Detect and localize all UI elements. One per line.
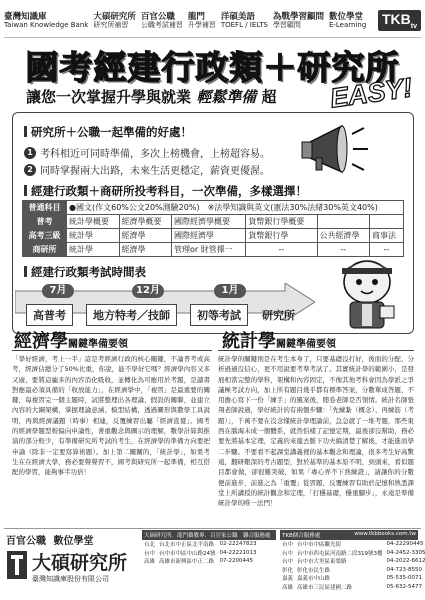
table-cell: [370, 215, 404, 229]
benefit-item: [24, 145, 270, 160]
table-cell: 嘉義: [282, 576, 294, 583]
easy-wordmark: EASY!: [328, 72, 415, 114]
table-cell: 商研所: [23, 243, 67, 257]
table-cell: 彰化: [282, 567, 294, 574]
table-cell: 嘉義市中山路: [297, 576, 331, 583]
number-badge: 2: [24, 164, 36, 176]
table-cell: 台中: [144, 550, 156, 557]
table-cell: 貨幣銀行學: [246, 229, 317, 243]
table-cell: 統計學: [67, 229, 120, 243]
table-cell: 統計學: [67, 243, 120, 257]
footer-left-table: [142, 540, 259, 566]
table-cell: 高考三級: [23, 229, 67, 243]
table-cell: 經濟學: [119, 243, 172, 257]
table-cell: 經濟學: [119, 229, 172, 243]
logo-weizhan: 為戰學習顧問 學習顧問: [272, 11, 324, 29]
table-cell: 台中市中區中山路24號: [159, 550, 216, 557]
table-cell: 普通科目: [23, 201, 67, 215]
exam-box: 地方特考／技師: [86, 304, 177, 326]
brand-dashuo: 大碩研究所: [32, 552, 128, 574]
logo-dashuo: 大碩研究所 研究所補習: [93, 11, 136, 29]
divider: [218, 350, 414, 351]
table-cell: 統計學概要: [67, 215, 120, 229]
table-cell: 國際經濟學: [172, 229, 246, 243]
logo-baiguan: 百官公職 公職考試補習: [140, 11, 183, 29]
table-cell: 彰化市民生路: [297, 567, 331, 574]
table-row: [280, 566, 425, 575]
divider: [12, 350, 212, 351]
table-cell: 普考: [23, 215, 67, 229]
table-row: [142, 540, 259, 549]
month-badge: 7月: [42, 284, 74, 298]
table-cell: [317, 215, 370, 229]
table-row: [142, 557, 259, 566]
table-row: [142, 549, 259, 558]
logo-strip: [4, 4, 421, 38]
table-cell: 國際經濟學概要: [172, 215, 246, 229]
table-row: [280, 540, 425, 549]
table-cell: 台中市西屯區河南路二段319號3樓: [297, 550, 383, 557]
table-cell: 05-632-5477: [386, 583, 422, 590]
table-cell: 台北市中正區北平南路: [159, 542, 215, 549]
section-timeline-heading: 經建行政類考試時間表: [24, 264, 146, 280]
table-cell: 02-22247823: [219, 541, 257, 548]
tkb-emblem-icon: [6, 550, 28, 580]
logo-yangshuo: 洋碩美語 TOEFL / IELTS: [220, 11, 268, 29]
table-row: [280, 583, 425, 592]
table-cell: 07-2200445: [219, 558, 253, 565]
table-cell: 台中: [282, 559, 294, 566]
company-name: 臺灣知識庫股份有限公司: [32, 575, 109, 583]
footer-right-title: TKB個合服務處: [282, 533, 321, 539]
table-cell: 04-2452-3305: [386, 549, 425, 556]
table-cell: 高雄: [282, 584, 294, 591]
megaphone-icon: [300, 120, 370, 180]
table-cell: 高雄市三民區建國二路: [297, 584, 353, 591]
table-cell: 04-22221013: [219, 549, 257, 556]
table-cell: 經濟學概要: [119, 215, 172, 229]
table-cell: 04-22290445: [386, 541, 424, 548]
page-title: 國考經建行政類＋研究所: [25, 48, 400, 87]
table-row: [23, 201, 404, 215]
table-cell: 商事法: [370, 229, 404, 243]
logo-tkb-company: 臺灣知識庫 Taiwan Knowledge Bank: [4, 11, 89, 29]
stat-title: 統計學: [222, 331, 276, 352]
table-cell: 台中市中區繼光街: [297, 542, 342, 549]
table-cell: 貨幣銀行學概要: [246, 215, 317, 229]
table-row: [23, 243, 404, 257]
exam-box: 初等考試: [190, 304, 248, 326]
benefit-text: 考科相近可同時準備，多次上榜機會，上榜超容易。: [40, 149, 270, 160]
table-cell: 高雄市新興區中正二路: [159, 559, 215, 566]
table-cell: 管理or 財管擇一: [172, 243, 246, 257]
table-row: [280, 574, 425, 583]
table-row: [23, 215, 404, 229]
table-row: [280, 549, 425, 558]
website-link[interactable]: www.tkbbooks.com.tw: [354, 531, 416, 537]
stat-tag: 關鍵準備要領: [276, 339, 336, 350]
subtitle: 讓您一次掌握升學與就業 輕鬆準備 超: [26, 88, 277, 106]
footer-right-header: [280, 530, 418, 540]
table-cell: --: [317, 243, 370, 257]
table-cell: 台中市大里區東榮路: [297, 559, 347, 566]
benefit-item: [24, 162, 270, 177]
month-badge: 12月: [132, 284, 164, 298]
table-cell: 台中: [282, 550, 294, 557]
table-row: [23, 229, 404, 243]
brand-digital: 數位學堂: [53, 536, 94, 547]
exam-label: 研究所: [262, 309, 295, 322]
month-badge: 1月: [214, 284, 246, 298]
subjects-table: [22, 200, 404, 257]
econ-body-text: 「學好經濟，考上一半」這是考經濟行政的核心關鍵，不論普考或高考，經濟佔總分了50%比重，你說，能不學好它嗎？經濟學內容又多又廣，要將這龐多的內容消化吸收，並轉化為可應用於考題，是讀書對應最必須具備的「收放能力」，在經濟學中，「複習」是最重要的關鍵，每複習完一個主題時，試將整理出各理論，假設的關聯，並建立內容的大綱架構，掌握理論意涵、模型結構，透過圖形與數學工具說明，再與經濟議題（時事）相連，反覆練習出屬「經濟直覺」。國考的經濟學題型較偏向申論性，著重觀念與圖示的理解，數學計算與推演的部分較少，有準備研究所考試的考生，在經濟學的準備方向要把申論（除非一定要寫算術題）。加上第二關關的，「統計學」，如果考生在在經濟大學，務必要聲聲習不，國考與研究所一起準備，相互搭配的學習，能夠事半功倍！: [12, 355, 210, 477]
table-cell: 公共經濟學: [317, 229, 370, 243]
table-cell: ●國文(作文60%公文20%測驗20%) ※法學知識與英文(憲法30%法緒30%英文40%): [67, 201, 404, 215]
logo-digital: 數位學堂 E-Learning: [328, 11, 367, 29]
table-cell: --: [370, 243, 404, 257]
stat-body-text: 統計學的關鍵則是在考生本身了，只要基礎沒打好，後面的分配、分析過過沒信心，更不用說要考準考試了。其實統計學的範圍小，是發展相當完整的學科，架構和內容固定，不像其他考科會因為學派之爭議極考試方向，加上所有題目幾乎都有標準答案，分數單成答題，不用擔心寫下一份「練手」的風案後，閱卷老師是否領情。統計名師張翔老師說過，學好統計的有兩個步驟：「先練紮（概念）、再練筋（考題）」，千萬不要在沒念懂統計學理論前，急急就了一堆考題，那些東西在腦海未成一個體系，就然怕樣了記憶定期，最後卻沒幫助，務必要先將基本定理，定義的來龍去脈下功夫搞清楚了解後，才能進而學二步驟。不要看不起課堂講義裡的基本觀念和理論，很多考生好高驚遠，翻研艱深的考古題型，對於基準的基本原不明，到頭來，看似題目都會做，卻很難突破，如果「專心弄不下熟練證」，請讓你的分數便前進步，前進之為「重覆」從習題，反覆練習有助於記憶和熟悉課堂上所講授的統計觀念和定理，「打穩基礎，穩重腳步」，永遠是準備統計學的唯一法門！: [218, 355, 414, 508]
table-cell: 台北: [144, 542, 156, 549]
section-benefits-heading: 研究所＋公職一起準備的好處！: [24, 124, 192, 140]
mascot-character-icon: [330, 256, 404, 332]
logo-longmen: 龍門 升學補習: [187, 11, 216, 29]
number-badge: 1: [24, 147, 36, 159]
footer-right-table: [280, 540, 425, 591]
table-cell: 05-535-0071: [386, 575, 422, 582]
table-cell: 台中: [282, 542, 294, 549]
econ-title: 經濟學: [14, 331, 68, 352]
table-cell: 04-2022-6612: [386, 558, 425, 565]
table-row: [280, 557, 425, 566]
footer-brands: [6, 532, 93, 547]
tkb-tv-logo: $TKB_{tv}$: [378, 10, 421, 31]
table-cell: --: [246, 243, 317, 257]
exam-box: 高普考: [26, 304, 73, 326]
brand-baiguan: 百官公職: [6, 536, 46, 547]
benefit-text: 同時掌握兩大出路，未來生活更穩定，薪資更優渥。: [40, 166, 270, 177]
table-cell: 04-723-8550: [386, 566, 422, 573]
econ-tag: 關鍵準備要領: [68, 339, 128, 350]
footer-left-header: 大碩研究所．龍門僑教專．百官家公職 聯合服務處: [142, 530, 276, 540]
table-cell: 高雄: [144, 559, 156, 566]
section-subjects-heading: 經建行政類＋商研所投考科目，一次準備，多樣選擇！: [24, 183, 307, 199]
